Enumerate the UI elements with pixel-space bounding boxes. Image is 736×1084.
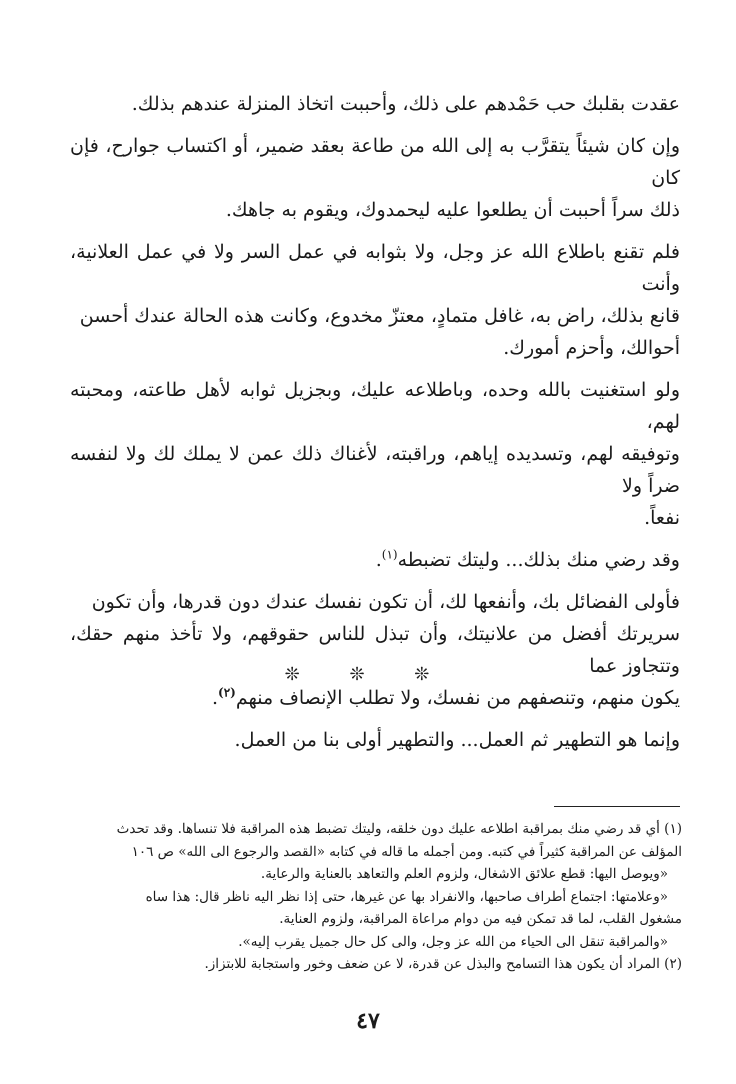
- paragraph-7: [70, 724, 680, 756]
- text-line: فلم تقنع باطلاع الله عز وجل، ولا بثوابه في عمل السر ولا في عمل العلانية، وأنت: [70, 241, 680, 295]
- paragraph-5: [70, 544, 680, 576]
- line-text: وقد رضي منك بذلك... وليتك تضبطه: [397, 549, 680, 571]
- line-tail: .: [375, 549, 382, 571]
- text-line: قانع بذلك، راض به، غافل متمادٍ، معتزّ مخدوع، وكانت هذه الحالة عندك أحسن: [79, 305, 680, 327]
- footnotes: [60, 818, 682, 976]
- paragraph-2: [70, 130, 680, 226]
- line-tail: .: [211, 687, 219, 709]
- footnote-line: «ويوصل اليها: قطع علائق الاشغال، ولزوم العلم والتعاهد بالعناية والرعاية.: [260, 866, 668, 882]
- paragraph-3: [70, 236, 680, 364]
- text-line: سريرتك أفضل من علانيتك، وأن تبذل للناس حقوقهم، ولا تأخذ منهم حقك، وتتجاوز عما: [70, 623, 680, 677]
- line-text: يكون منهم، وتنصفهم من نفسك، ولا تطلب الإنصاف منهم: [235, 687, 680, 709]
- paragraph-1: [70, 88, 680, 120]
- paragraph-6: [70, 586, 680, 714]
- text-line: نفعاً.: [644, 507, 680, 529]
- footnote-quote-3: [60, 931, 682, 954]
- text-line: عقدت بقلبك حب حَمْدهم على ذلك، وأحببت اتخاذ المنزلة عندهم بذلك.: [131, 93, 680, 115]
- footnote-divider: [554, 806, 680, 807]
- text-line: أحوالك، وأحزم أمورك.: [503, 337, 680, 359]
- text-line: ولو استغنيت بالله وحده، وباطلاعه عليك، وبجزيل ثوابه لأهل طاعته، ومحبته لهم،: [70, 379, 680, 433]
- footnote-line: مشغول القلب، لما قد تمكن فيه من دوام مراعاة المراقبة، ولزوم العناية.: [279, 911, 682, 927]
- footnote-quote-1: [60, 863, 682, 886]
- text-line: ذلك سراً أحببت أن يطلعوا عليه ليحمدوك، ويقوم به جاهك.: [225, 199, 680, 221]
- text-line: [70, 682, 680, 714]
- text-line: وإن كان شيئاً يتقرَّب به إلى الله من طاعة بعقد ضمير، أو اكتساب جوارح، فإن كان: [70, 135, 680, 189]
- footnote-line: «وعلامتها: اجتماع أطراف صاحبها، والانفراد بها عن غيرها، حتى إذا نظر اليه ناظر قال: هذا ساه: [145, 888, 668, 905]
- footnote-ref-2[interactable]: (٢): [218, 685, 236, 700]
- paragraph-4: [70, 374, 680, 534]
- footnote-line: (٢) المراد أن يكون هذا التسامح والبذل عن قدرة، لا عن ضعف وخور واستجابة للابتزاز.: [204, 956, 682, 972]
- footnote-ref-1[interactable]: (١): [381, 547, 398, 562]
- footnote-line: «والمراقبة تنقل الى الحياء من الله عز وجل، والى كل حال جميل يقرب إليه».: [238, 933, 668, 950]
- text-line: وتوفيقه لهم، وتسديده إياهم، وراقبته، لأغناك ذلك عمن لا يملك لك ولا لنفسه ضراً ولا: [70, 443, 680, 497]
- footnote-2: [60, 953, 682, 976]
- text-line: وإنما هو التطهير ثم العمل... والتطهير أولى بنا من العمل.: [234, 729, 680, 751]
- footnote-quote-2: [60, 886, 682, 931]
- text-line: فأولى الفضائل بك، وأنفعها لك، أن تكون نفسك عندك دون قدرها، وأن تكون: [91, 591, 680, 613]
- text-line: [70, 544, 680, 576]
- footnote-line: المؤلف عن المراقبة كثيراً في كتبه. ومن أجمله ما قاله في كتابه «القصد والرجوع الى الله» ص ١٠٦: [131, 843, 682, 860]
- footnote-1: [60, 818, 682, 863]
- page-number: ٤٧: [356, 1008, 380, 1034]
- section-separator: ❊ ❊ ❊: [284, 664, 452, 685]
- footnote-line: (١) أي قد رضي منك بمراقبة اطلاعه عليك دون خلقه، وليتك تضبط هذه المراقبة فلا تنساها. وقد تحدث: [116, 821, 682, 837]
